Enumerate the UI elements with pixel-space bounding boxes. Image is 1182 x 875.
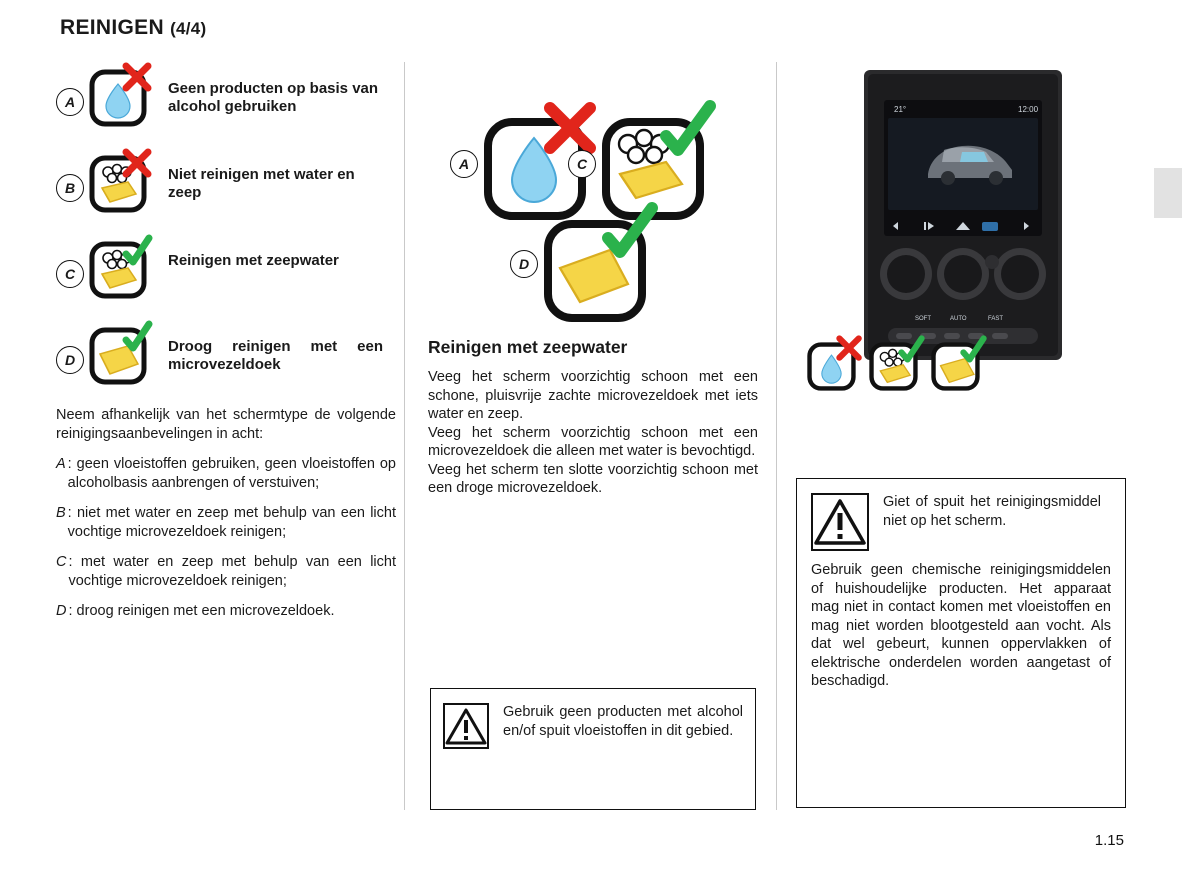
list-item-key: C bbox=[56, 554, 67, 570]
diagram-badge-a bbox=[450, 150, 478, 178]
water-drop-forbidden-icon-small bbox=[806, 334, 864, 392]
list-item bbox=[56, 553, 396, 590]
column-divider-1 bbox=[404, 62, 405, 810]
head-unit-illustration bbox=[796, 62, 1126, 392]
dry-cloth-allowed-icon-small bbox=[930, 334, 988, 392]
legend-text-c: Reinigen met zeepwater bbox=[168, 252, 339, 269]
diagram-label-a: A bbox=[458, 156, 470, 172]
list-item-key: D bbox=[56, 603, 67, 619]
warning-box-left bbox=[430, 688, 756, 810]
column-procedure bbox=[428, 62, 758, 498]
column-divider-2 bbox=[776, 62, 777, 810]
warning-box-right bbox=[796, 478, 1126, 808]
column-illustration bbox=[796, 62, 1126, 392]
procedure-diagram bbox=[428, 62, 758, 337]
legend-text-d: Droog reinigen met een microvezeldoek bbox=[168, 338, 383, 373]
diagram-label-c: C bbox=[576, 156, 588, 172]
list-item-text: : met water en zeep met behulp van een licht vochtige microvezeldoek reinigen; bbox=[68, 554, 396, 589]
page-title bbox=[60, 16, 207, 40]
list-item-key: B bbox=[56, 505, 66, 521]
cloth-soap-allowed-icon bbox=[88, 234, 154, 300]
page-title-sub: (4/4) bbox=[170, 19, 207, 38]
diagram-badge-c bbox=[568, 150, 596, 178]
legend-key-c: C bbox=[56, 260, 84, 288]
warning-triangle-icon bbox=[811, 493, 869, 551]
list-item bbox=[56, 602, 396, 621]
cloth-soap-allowed-icon-small bbox=[868, 334, 926, 392]
intro-paragraph: Neem afhankelijk van het schermtype de volgende reinigingsaanbevelingen in acht: bbox=[56, 407, 396, 442]
list-item-key: A bbox=[56, 456, 66, 472]
list-item-body: droog reinigen met een microvezeldoek. bbox=[76, 603, 335, 619]
procedure-paragraph: Veeg het scherm voorzichtig schoon met een schone, pluisvrije zachte microvezeldoek met iets water en zeep. bbox=[428, 369, 758, 422]
list-item-body: met water en zeep met behulp van een licht vochtige microvezeldoek reinigen; bbox=[68, 554, 396, 589]
section-heading: Reinigen met zeepwater bbox=[428, 337, 628, 357]
warning-text-right-body: Gebruik geen chemische reinigingsmiddelen of huishoudelijke producten. Het apparaat mag niet in contact komen met vloeistoffen en mag niet worden blootgesteld aan vocht. Als dat wel gebeurt, kunnen oppervlakken of elektrische onderdelen worden aangetast of beschadigd. bbox=[811, 562, 1111, 689]
warning-text-left: Gebruik geen producten met alcohol en/of spuit vloeistoffen in dit gebied. bbox=[503, 704, 743, 739]
list-item-body: niet met water en zeep met behulp van een licht vochtige microvezeldoek reinigen; bbox=[67, 505, 396, 540]
svg-text:FAST: FAST bbox=[988, 316, 1004, 322]
page-number: 1.15 bbox=[1094, 832, 1124, 849]
warning-triangle-icon bbox=[443, 703, 489, 749]
list-item-text: : geen vloeistoffen gebruiken, geen vloeistoffen op alcoholbasis aanbrengen of verstuiven; bbox=[67, 456, 396, 491]
legend-key-d: D bbox=[56, 346, 84, 374]
legend-text-a: Geen producten op basis van alcohol gebruiken bbox=[168, 80, 379, 115]
legend-item bbox=[56, 320, 396, 394]
legend-item bbox=[56, 62, 396, 136]
procedure-paragraph: Veeg het scherm voorzichtig schoon met een microvezeldoek die alleen met water is bevochtigd. bbox=[428, 424, 758, 459]
page-title-main: REINIGEN bbox=[60, 16, 164, 39]
cloth-soap-forbidden-icon bbox=[88, 148, 154, 214]
legend-key-b: B bbox=[56, 174, 84, 202]
legend-text-b: Niet reinigen met water en zeep bbox=[168, 166, 355, 201]
svg-text:AUTO: AUTO bbox=[950, 316, 967, 322]
column-legend bbox=[56, 62, 396, 621]
diagram-badge-d bbox=[510, 250, 538, 278]
list-item-body: geen vloeistoffen gebruiken, geen vloeistoffen op alcoholbasis aanbrengen of verstuiven; bbox=[67, 456, 396, 491]
svg-text:21°: 21° bbox=[894, 105, 907, 114]
procedure-paragraph: Veeg het scherm ten slotte voorzichtig schoon met een droge microvezeldoek. bbox=[428, 461, 758, 496]
svg-text:12:00: 12:00 bbox=[1018, 105, 1039, 114]
warning-text-right-lead: Giet of spuit het reinigingsmiddel niet op het scherm. bbox=[883, 494, 1101, 529]
list-item bbox=[56, 504, 396, 541]
list-item bbox=[56, 455, 396, 492]
legend-key-a: A bbox=[56, 88, 84, 116]
dry-cloth-allowed-icon bbox=[88, 320, 154, 386]
legend-item bbox=[56, 148, 396, 222]
water-drop-forbidden-icon bbox=[88, 62, 154, 128]
page-edge-tab bbox=[1154, 168, 1182, 218]
list-item-text: : droog reinigen met een microvezeldoek. bbox=[68, 603, 335, 619]
svg-text:SOFT: SOFT bbox=[915, 316, 931, 322]
dry-cloth-allowed-icon-large bbox=[540, 202, 660, 322]
list-item-text: : niet met water en zeep met behulp van een licht vochtige microvezeldoek reinigen; bbox=[67, 505, 396, 540]
legend-item bbox=[56, 234, 396, 308]
diagram-label-d: D bbox=[518, 256, 530, 272]
